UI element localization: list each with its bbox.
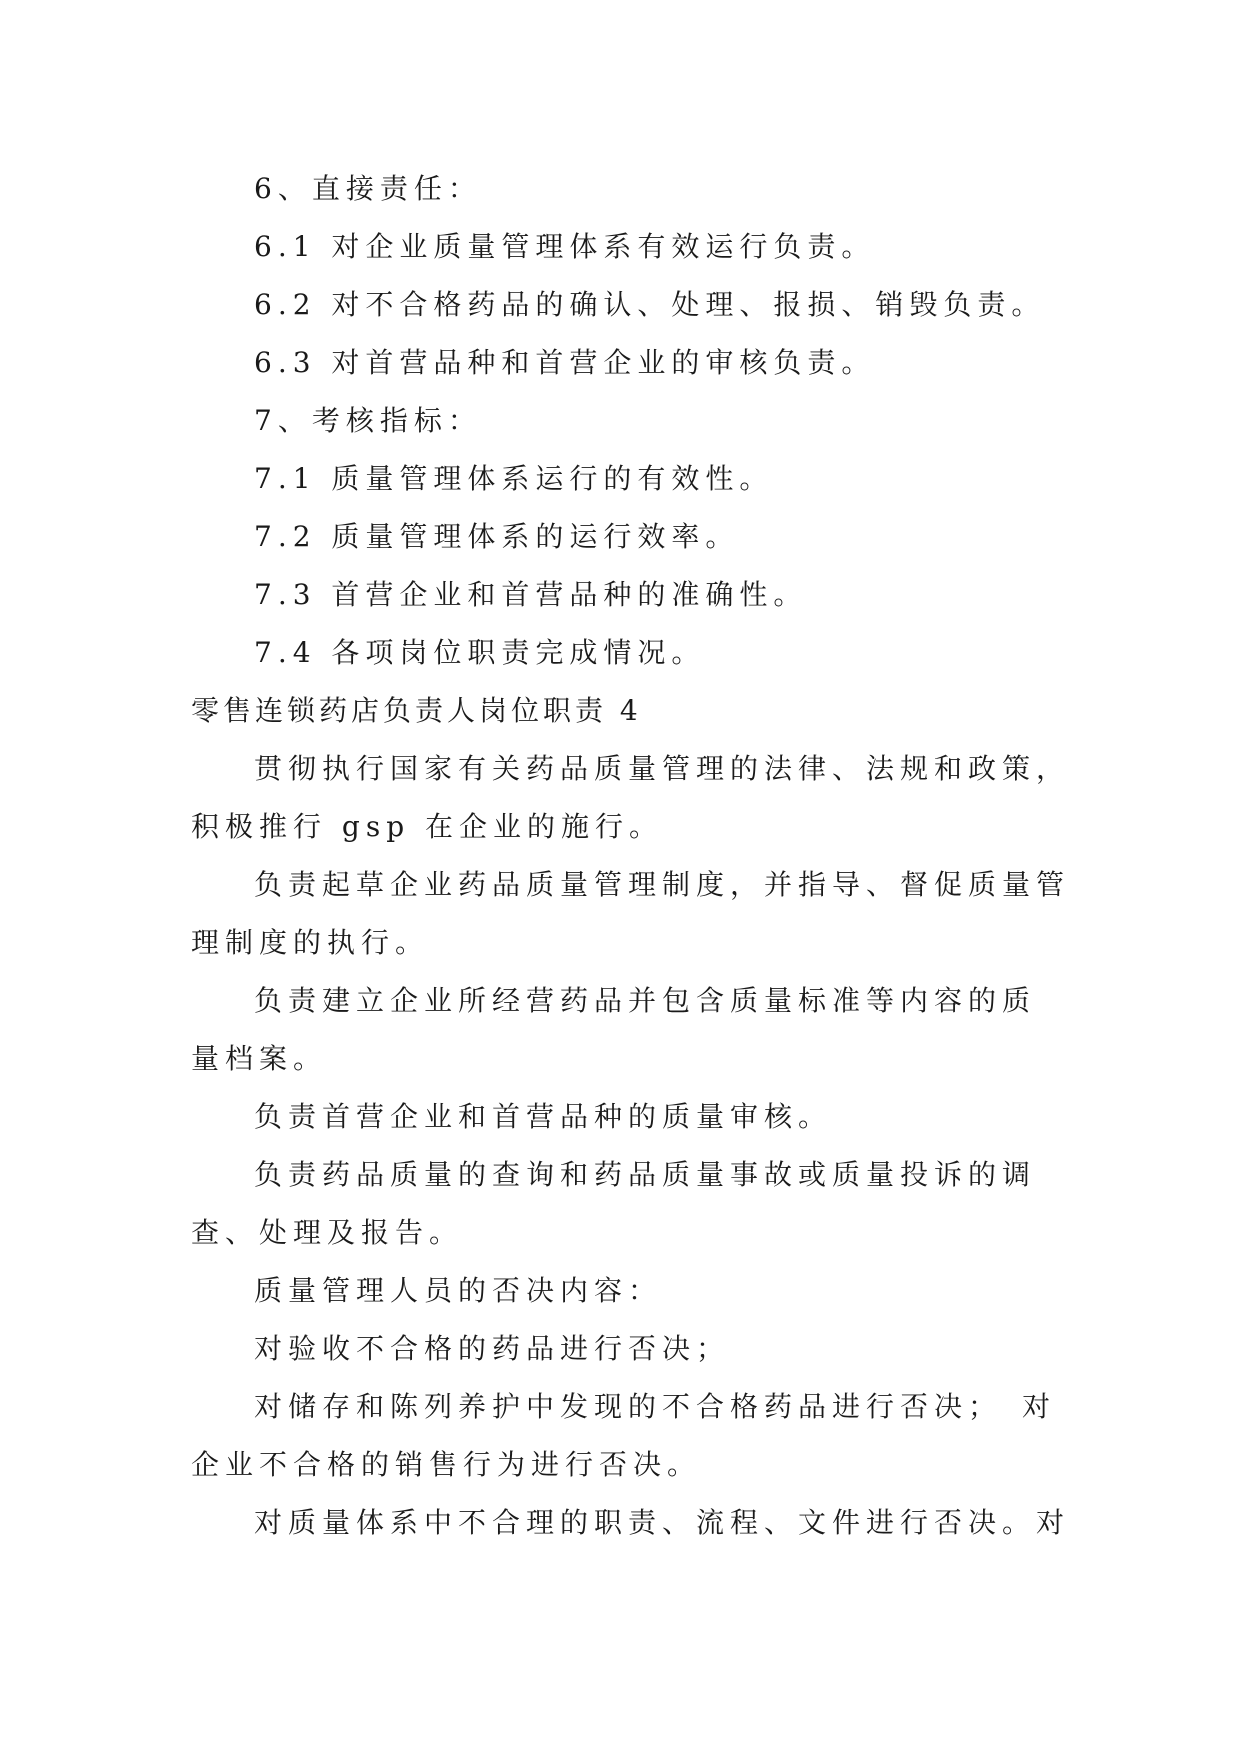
- paragraph-line: 贯彻执行国家有关药品质量管理的法律、法规和政策，: [254, 752, 1071, 785]
- paragraph-line: 负责药品质量的查询和药品质量事故或质量投诉的调: [254, 1158, 1037, 1191]
- document-body: [191, 160, 1071, 1552]
- paragraph-line: 对储存和陈列养护中发现的不合格药品进行否决； 对: [254, 1390, 1057, 1423]
- paragraph-1: [191, 740, 1071, 856]
- paragraph-line: 企业不合格的销售行为进行否决。: [191, 1448, 702, 1481]
- paragraph-4: [191, 1088, 1051, 1146]
- paragraph-line: 理制度的执行。: [191, 926, 430, 959]
- paragraph-3: [191, 972, 1051, 1088]
- list-item-7-2: 7.2 质量管理体系的运行效率。: [254, 520, 740, 553]
- paragraph-line: 负责起草企业药品质量管理制度，并指导、督促质量管: [254, 868, 1071, 901]
- list-item-7-1: 7.1 质量管理体系运行的有效性。: [254, 462, 774, 495]
- paragraph-9: [191, 1494, 1071, 1552]
- paragraph-6: [191, 1262, 1051, 1320]
- paragraph-8: [191, 1378, 1057, 1494]
- document-heading: 零售连锁药店负责人岗位职责 4: [191, 694, 642, 727]
- paragraph-2: [191, 856, 1071, 972]
- paragraph-line: 积极推行 gsp 在企业的施行。: [191, 810, 664, 843]
- paragraph-line: 查、处理及报告。: [191, 1216, 464, 1249]
- paragraph-line: 对质量体系中不合理的职责、流程、文件进行否决。对: [254, 1506, 1071, 1539]
- paragraph-line: 量档案。: [191, 1042, 328, 1075]
- section-heading-6: 6、直接责任：: [254, 172, 482, 205]
- list-item-6-1: 6.1 对企业质量管理体系有效运行负责。: [254, 230, 876, 263]
- paragraph-line: 负责首营企业和首营品种的质量审核。: [254, 1100, 833, 1133]
- section-heading-7: 7、考核指标：: [254, 404, 482, 437]
- paragraph-line: 对验收不合格的药品进行否决；: [254, 1332, 731, 1365]
- paragraph-line: 质量管理人员的否决内容：: [254, 1274, 663, 1307]
- paragraph-line: 负责建立企业所经营药品并包含质量标准等内容的质: [254, 984, 1037, 1017]
- paragraph-7: [191, 1320, 1051, 1378]
- list-item-7-3: 7.3 首营企业和首营品种的准确性。: [254, 578, 808, 611]
- list-item-7-4: 7.4 各项岗位职责完成情况。: [254, 636, 706, 669]
- list-item-6-3: 6.3 对首营品种和首营企业的审核负责。: [254, 346, 876, 379]
- paragraph-5: [191, 1146, 1051, 1262]
- list-item-6-2: 6.2 对不合格药品的确认、处理、报损、销毁负责。: [254, 288, 1046, 321]
